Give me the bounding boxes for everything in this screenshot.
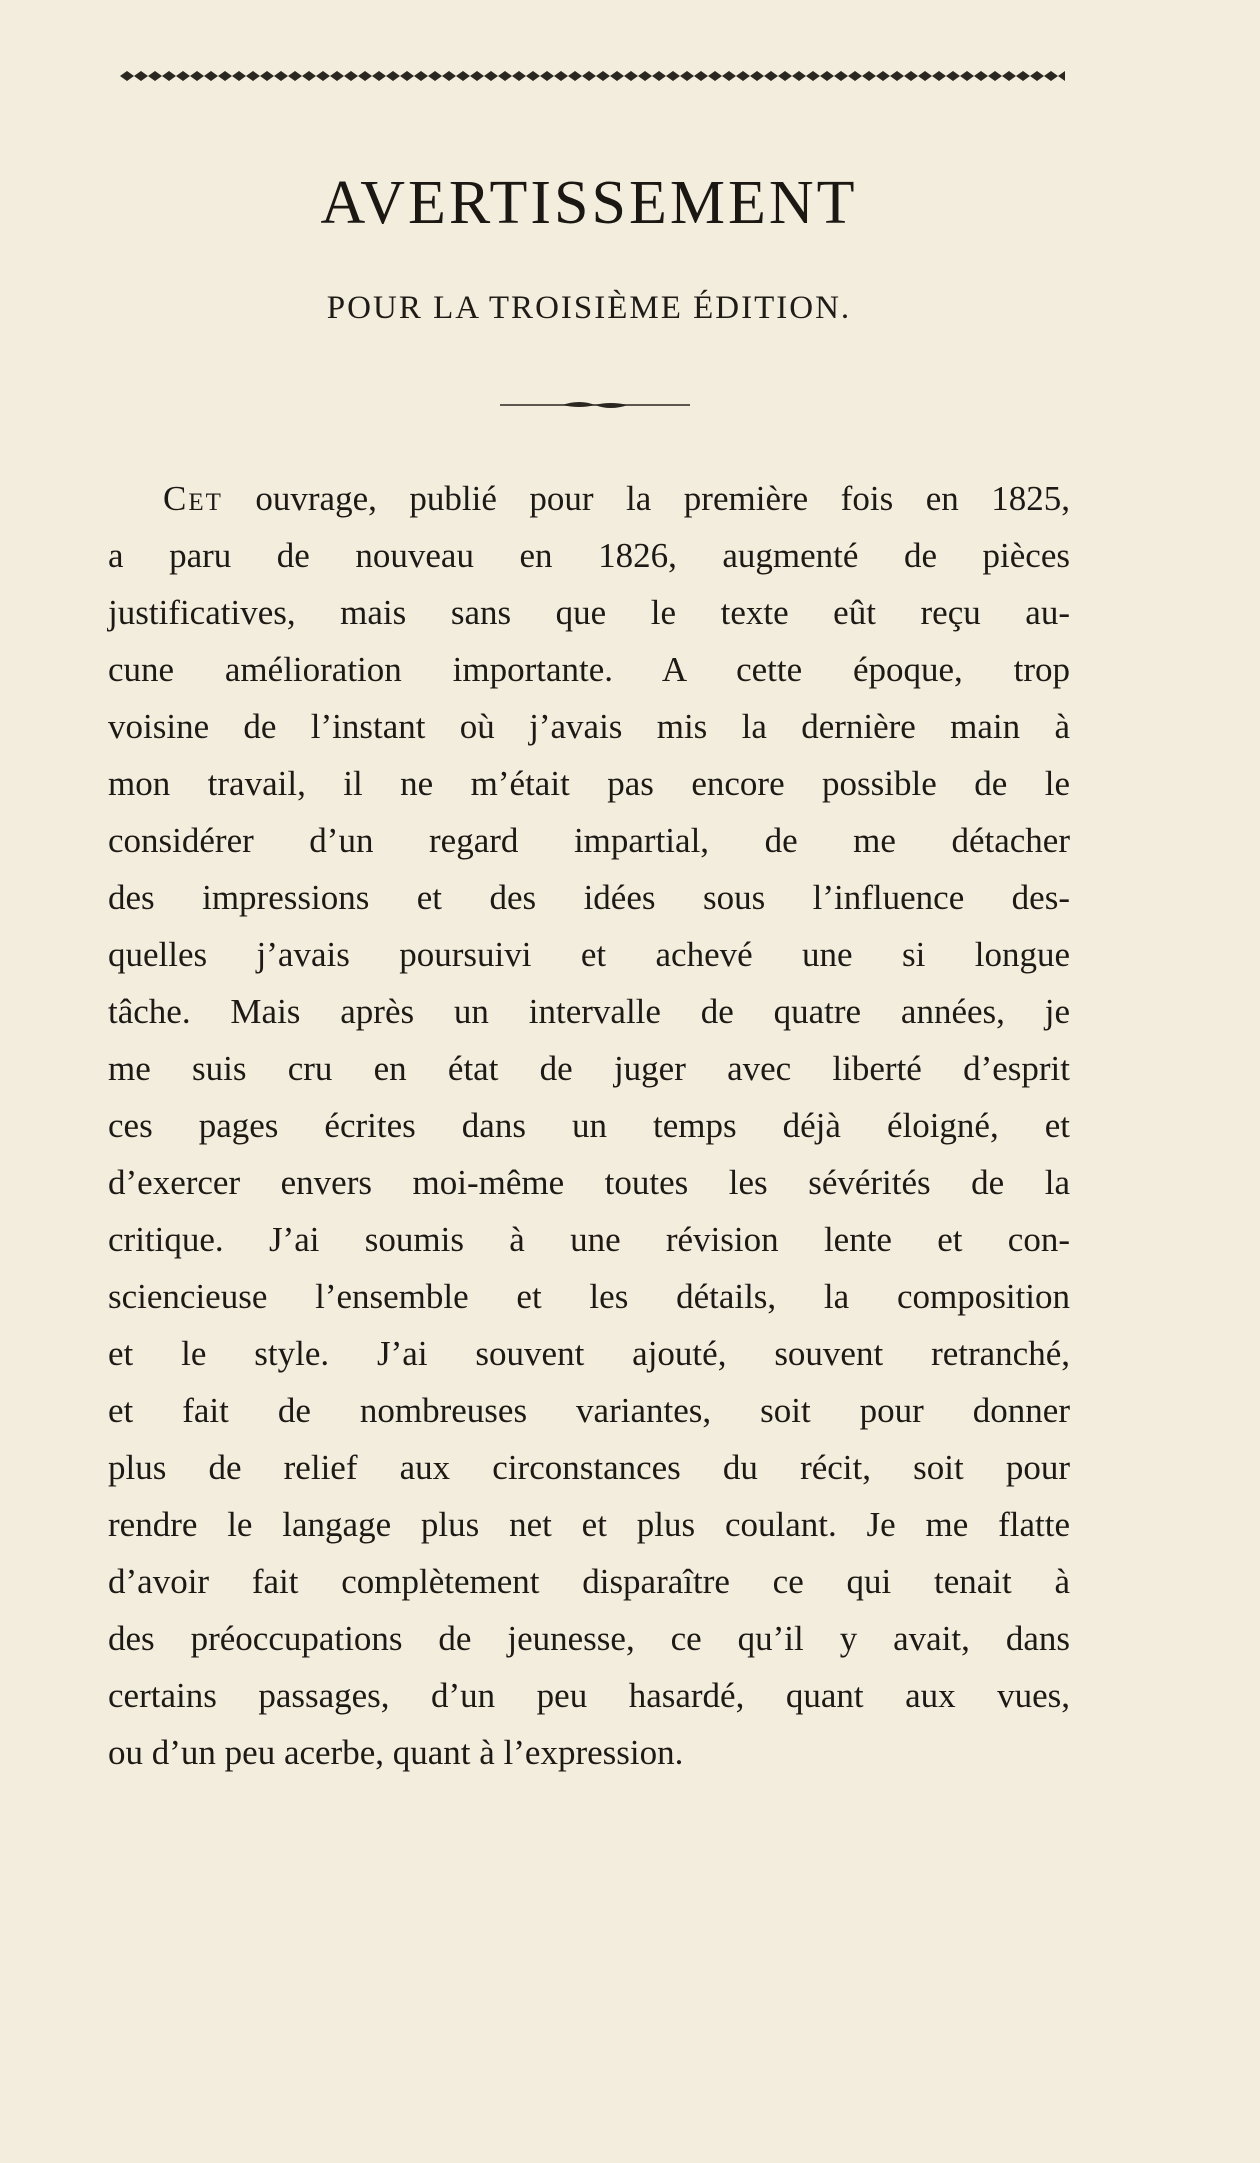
text-line: rendre le langage plus net et plus coulant. Je me flatte: [108, 1505, 1070, 1544]
text-line: des préoccupations de jeunesse, ce qu’il y avait, dans: [108, 1619, 1070, 1658]
text-line: justificatives, mais sans que le texte eût reçu au-: [108, 593, 1070, 632]
text-line: ces pages écrites dans un temps déjà éloigné, et: [108, 1106, 1070, 1145]
ornament-pattern: [120, 71, 1065, 81]
text-line: d’exercer envers moi-même toutes les sévérités de la: [108, 1163, 1070, 1202]
text-line: et fait de nombreuses variantes, soit pour donner: [108, 1391, 1070, 1430]
page-subtitle: POUR LA TROISIÈME ÉDITION.: [326, 290, 852, 326]
text-line: cune amélioration importante. A cette époque, trop: [108, 650, 1070, 689]
text-line: tâche. Mais après un intervalle de quatre années, je: [108, 992, 1070, 1031]
text-line: sciencieuse l’ensemble et les détails, la composition: [108, 1277, 1070, 1316]
text-line: considérer d’un regard impartial, de me détacher: [108, 821, 1070, 860]
text-line: des impressions et des idées sous l’influence des-: [108, 878, 1070, 917]
text-line: et le style. J’ai souvent ajouté, souvent retranché,: [108, 1334, 1070, 1373]
text-line: certains passages, d’un peu hasardé, quant aux vues,: [108, 1676, 1070, 1715]
first-line-text: ouvrage, publié pour la première fois en 1825,: [222, 479, 1070, 518]
text-line: ou d’un peu acerbe, quant à l’expression.: [108, 1733, 684, 1772]
text-line: critique. J’ai soumis à une révision lente et con-: [108, 1220, 1070, 1259]
text-line: d’avoir fait complètement disparaître ce qui tenait à: [108, 1562, 1070, 1601]
text-line: quelles j’avais poursuivi et achevé une si longue: [108, 935, 1070, 974]
text-line: plus de relief aux circonstances du récit, soit pour: [108, 1448, 1070, 1487]
preface-paragraph: [108, 470, 1070, 1781]
lead-word: Cet: [163, 479, 223, 518]
text-line: mon travail, il ne m’était pas encore possible de le: [108, 764, 1070, 803]
top-ornamental-border: [120, 68, 1065, 84]
text-line: voisine de l’instant où j’avais mis la dernière main à: [108, 707, 1070, 746]
ornamental-divider: [500, 398, 690, 412]
text-line: [108, 470, 1070, 527]
text-line: a paru de nouveau en 1826, augmenté de pièces: [108, 536, 1070, 575]
text-line: me suis cru en état de juger avec liberté d’esprit: [108, 1049, 1070, 1088]
page-title: AVERTISSEMENT: [320, 169, 858, 237]
